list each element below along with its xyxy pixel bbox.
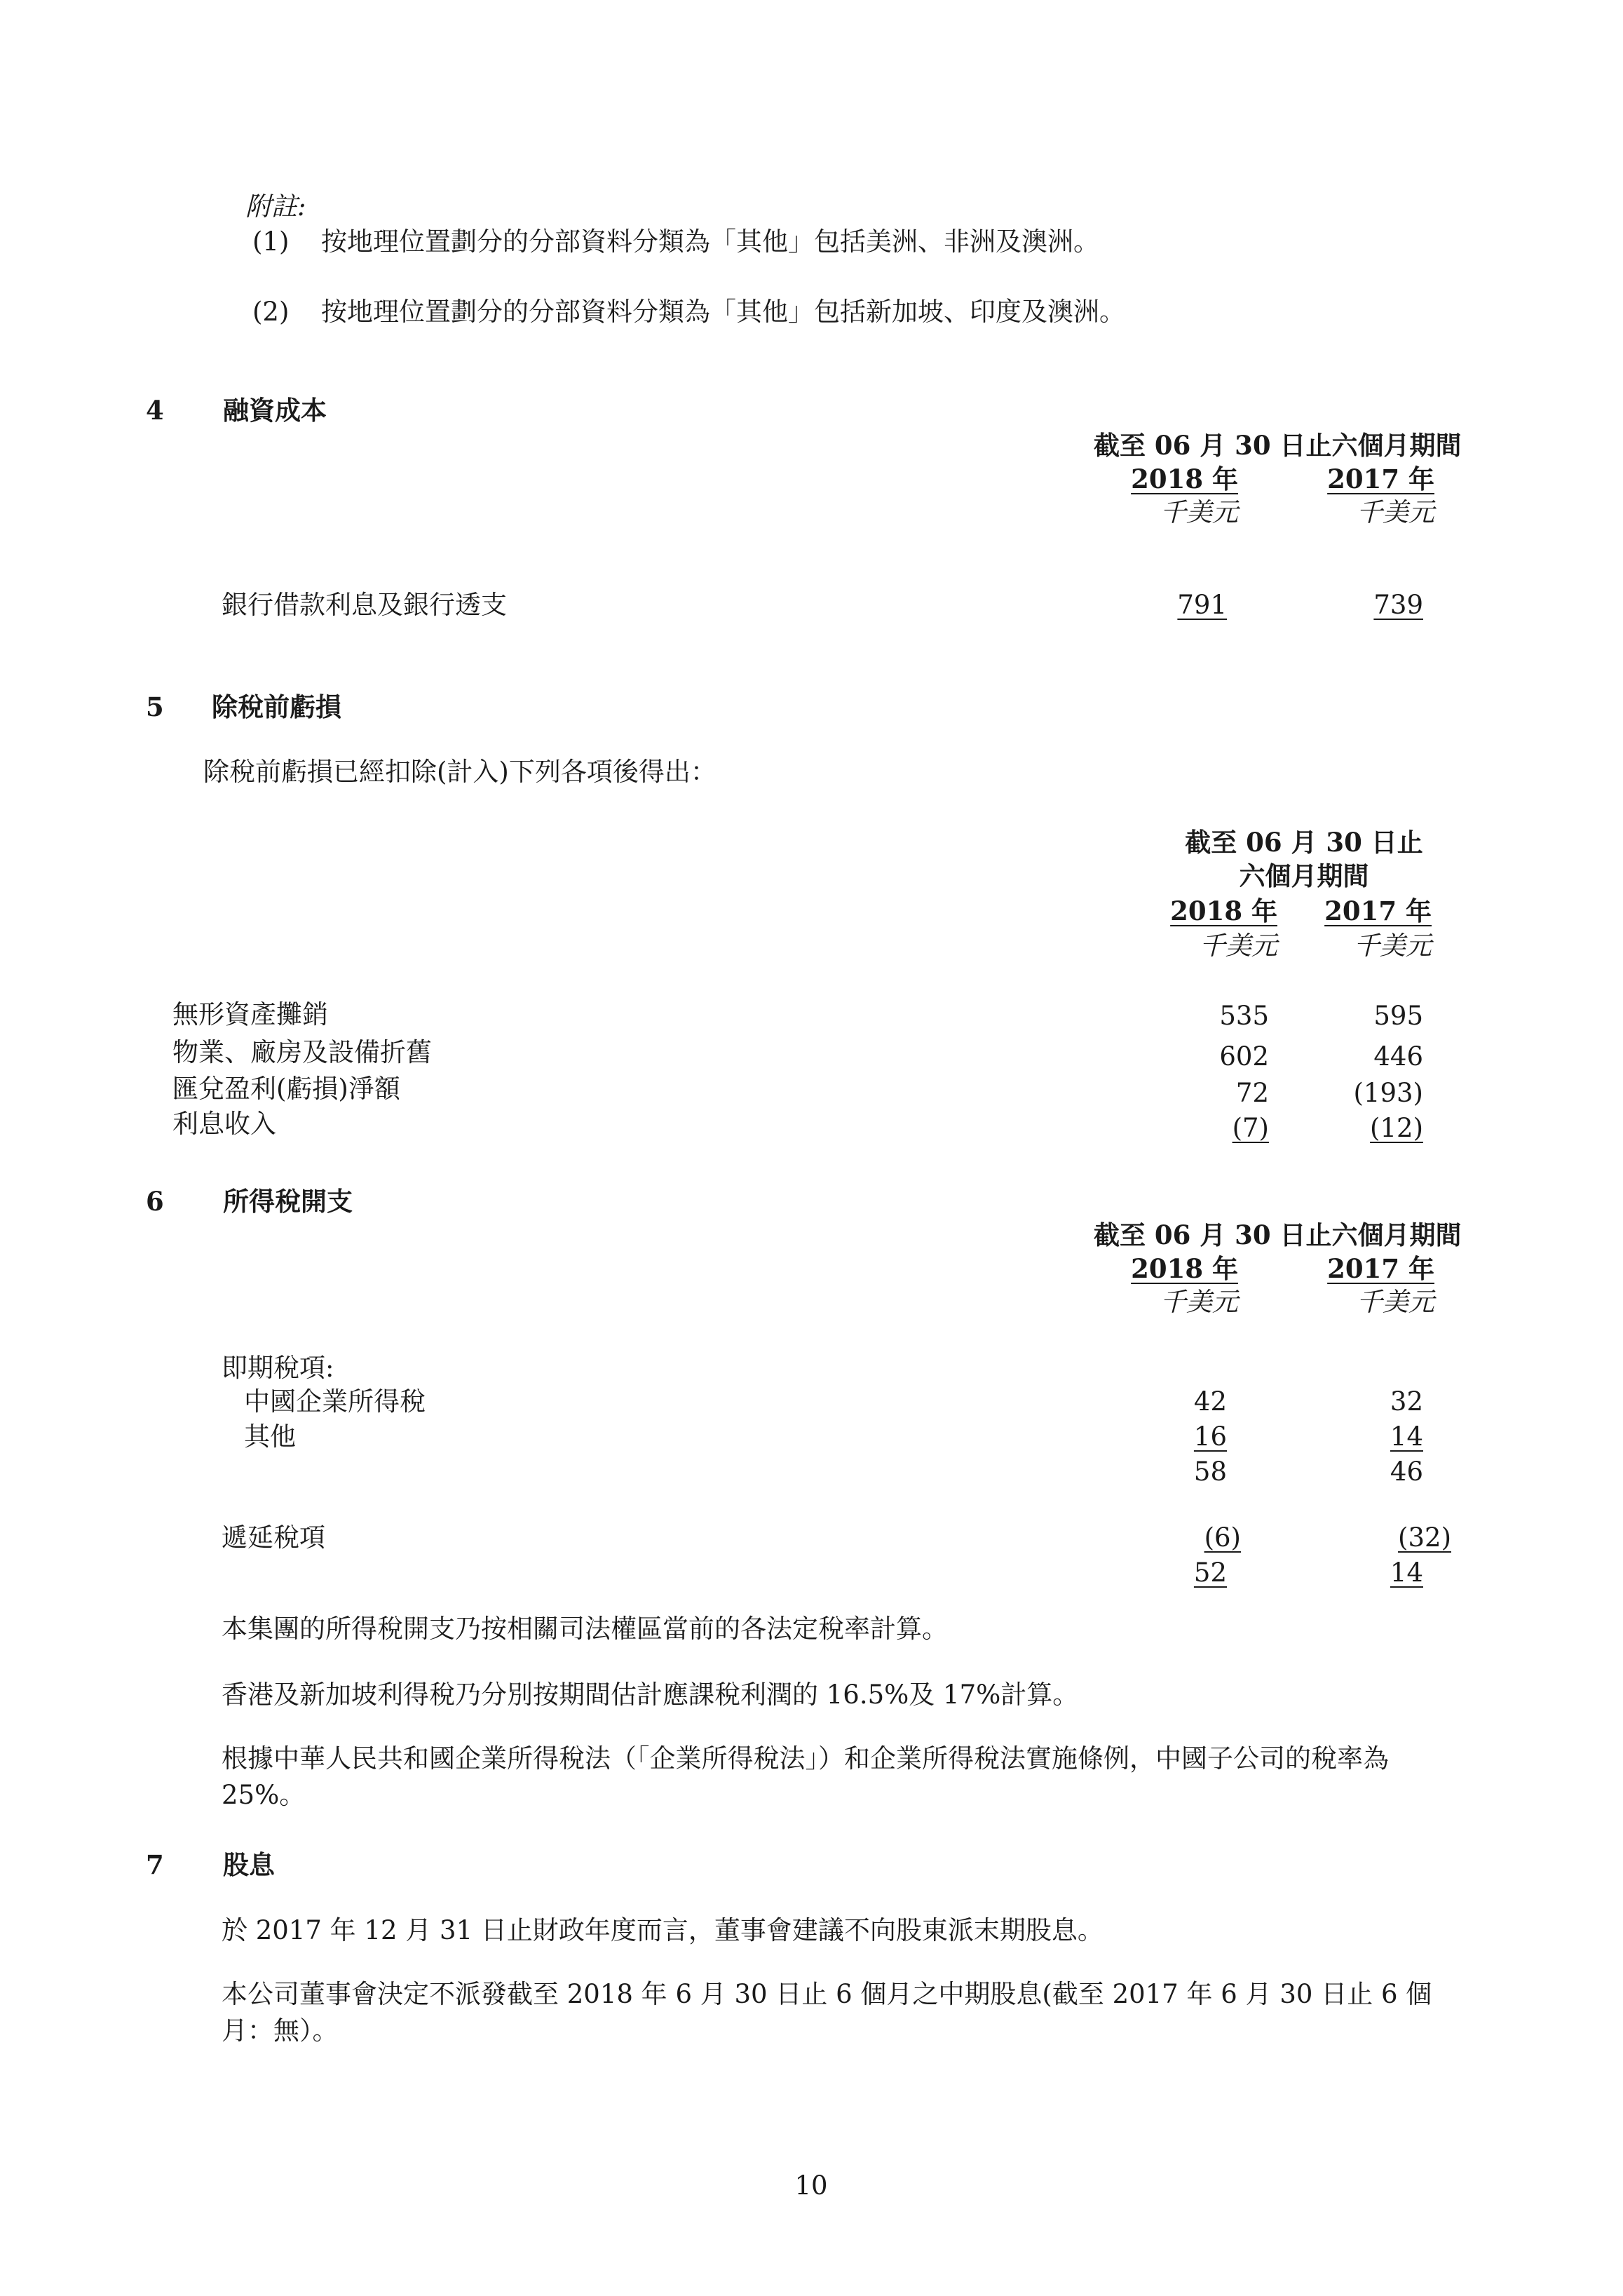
value-2017: 32 xyxy=(1390,1386,1423,1417)
row-label: 利息收入 xyxy=(172,1109,276,1139)
period-header: 六個月期間 xyxy=(1239,860,1369,891)
total-2017: 14 xyxy=(1390,1558,1423,1588)
value-2018: (7) xyxy=(1232,1113,1269,1143)
period-header: 截至 06 月 30 日止六個月期間 xyxy=(1094,1220,1462,1250)
row-label: 遞延稅項 xyxy=(222,1522,325,1553)
unit-label: 千美元 xyxy=(1354,931,1432,961)
period-header: 截至 06 月 30 日止 xyxy=(1185,827,1423,858)
value-2017: 595 xyxy=(1373,1001,1423,1031)
period-header: 截至 06 月 30 日止六個月期間 xyxy=(1094,430,1462,461)
value-2018: 72 xyxy=(1235,1078,1269,1108)
note-text: 按地理位置劃分的分部資料分類為「其他」包括美洲、非洲及澳洲。 xyxy=(321,227,1099,257)
row-label: 即期稅項: xyxy=(222,1353,334,1383)
column-header-2017: 2017 年 xyxy=(1327,1253,1434,1284)
value-2018: 535 xyxy=(1219,1001,1269,1031)
unit-label: 千美元 xyxy=(1357,497,1434,527)
column-header-2018: 2018 年 xyxy=(1131,1253,1238,1284)
value-2018: 42 xyxy=(1193,1386,1227,1417)
column-header-2018: 2018 年 xyxy=(1170,896,1277,926)
subtotal-2017: 46 xyxy=(1390,1457,1423,1487)
row-label: 其他 xyxy=(244,1422,296,1452)
value-2017: (32) xyxy=(1398,1522,1451,1553)
unit-label: 千美元 xyxy=(1200,931,1277,961)
paragraph: 香港及新加坡利得稅乃分別按期間估計應課稅利潤的 16.5%及 17%計算。 xyxy=(222,1680,1079,1710)
unit-label: 千美元 xyxy=(1160,1287,1238,1317)
section-title: 股息 xyxy=(223,1849,275,1880)
section-number: 6 xyxy=(146,1186,164,1217)
value-2018: 791 xyxy=(1177,590,1227,620)
value-2017: 446 xyxy=(1373,1041,1423,1072)
subtotal-2018: 58 xyxy=(1193,1457,1227,1487)
note-marker: (1) xyxy=(252,227,290,257)
column-header-2018: 2018 年 xyxy=(1131,464,1238,494)
value-2017: 14 xyxy=(1390,1422,1423,1452)
paragraph: 本公司董事會決定不派發截至 2018 年 6 月 30 日止 6 個月之中期股息(截至 2017 年 6 月 30 日止 6 個月：無）。 xyxy=(222,1979,1432,2046)
paragraph: 根據中華人民共和國企業所得稅法（「企業所得稅法」）和企業所得稅法實施條例，中國子公司的稅率為 25%。 xyxy=(222,1743,1389,1810)
page-number: 10 xyxy=(794,2170,828,2201)
paragraph: 本集團的所得稅開支乃按相關司法權區當前的各法定稅率計算。 xyxy=(222,1614,948,1644)
section-number: 5 xyxy=(146,691,164,722)
row-label: 匯兌盈利(虧損)淨額 xyxy=(172,1074,400,1104)
section-title: 所得稅開支 xyxy=(223,1186,353,1217)
row-label: 物業、廠房及設備折舊 xyxy=(172,1037,432,1067)
value-2018: 602 xyxy=(1219,1041,1269,1072)
unit-label: 千美元 xyxy=(1357,1287,1434,1317)
value-2017: 739 xyxy=(1373,590,1423,620)
section-title: 融資成本 xyxy=(223,395,327,426)
note-marker: (2) xyxy=(252,297,290,327)
value-2018: (6) xyxy=(1204,1522,1241,1553)
column-header-2017: 2017 年 xyxy=(1327,464,1434,494)
row-label: 中國企業所得稅 xyxy=(244,1386,426,1417)
section-number: 4 xyxy=(146,395,164,426)
unit-label: 千美元 xyxy=(1160,497,1238,527)
value-2018: 16 xyxy=(1193,1422,1227,1452)
value-2017: (12) xyxy=(1370,1113,1423,1143)
value-2017: (193) xyxy=(1353,1078,1423,1108)
section-title: 除稅前虧損 xyxy=(212,691,341,722)
paragraph: 於 2017 年 12 月 31 日止財政年度而言，董事會建議不向股東派末期股息。 xyxy=(222,1915,1103,1945)
notes-label: 附註: xyxy=(245,191,306,222)
column-header-2017: 2017 年 xyxy=(1324,896,1432,926)
row-label: 銀行借款利息及銀行透支 xyxy=(222,590,507,620)
note-text: 按地理位置劃分的分部資料分類為「其他」包括新加坡、印度及澳洲。 xyxy=(321,297,1125,327)
section-number: 7 xyxy=(146,1849,164,1880)
row-label: 無形資產攤銷 xyxy=(172,999,328,1029)
total-2018: 52 xyxy=(1193,1558,1227,1588)
section-intro: 除稅前虧損已經扣除(計入)下列各項後得出： xyxy=(203,757,717,787)
